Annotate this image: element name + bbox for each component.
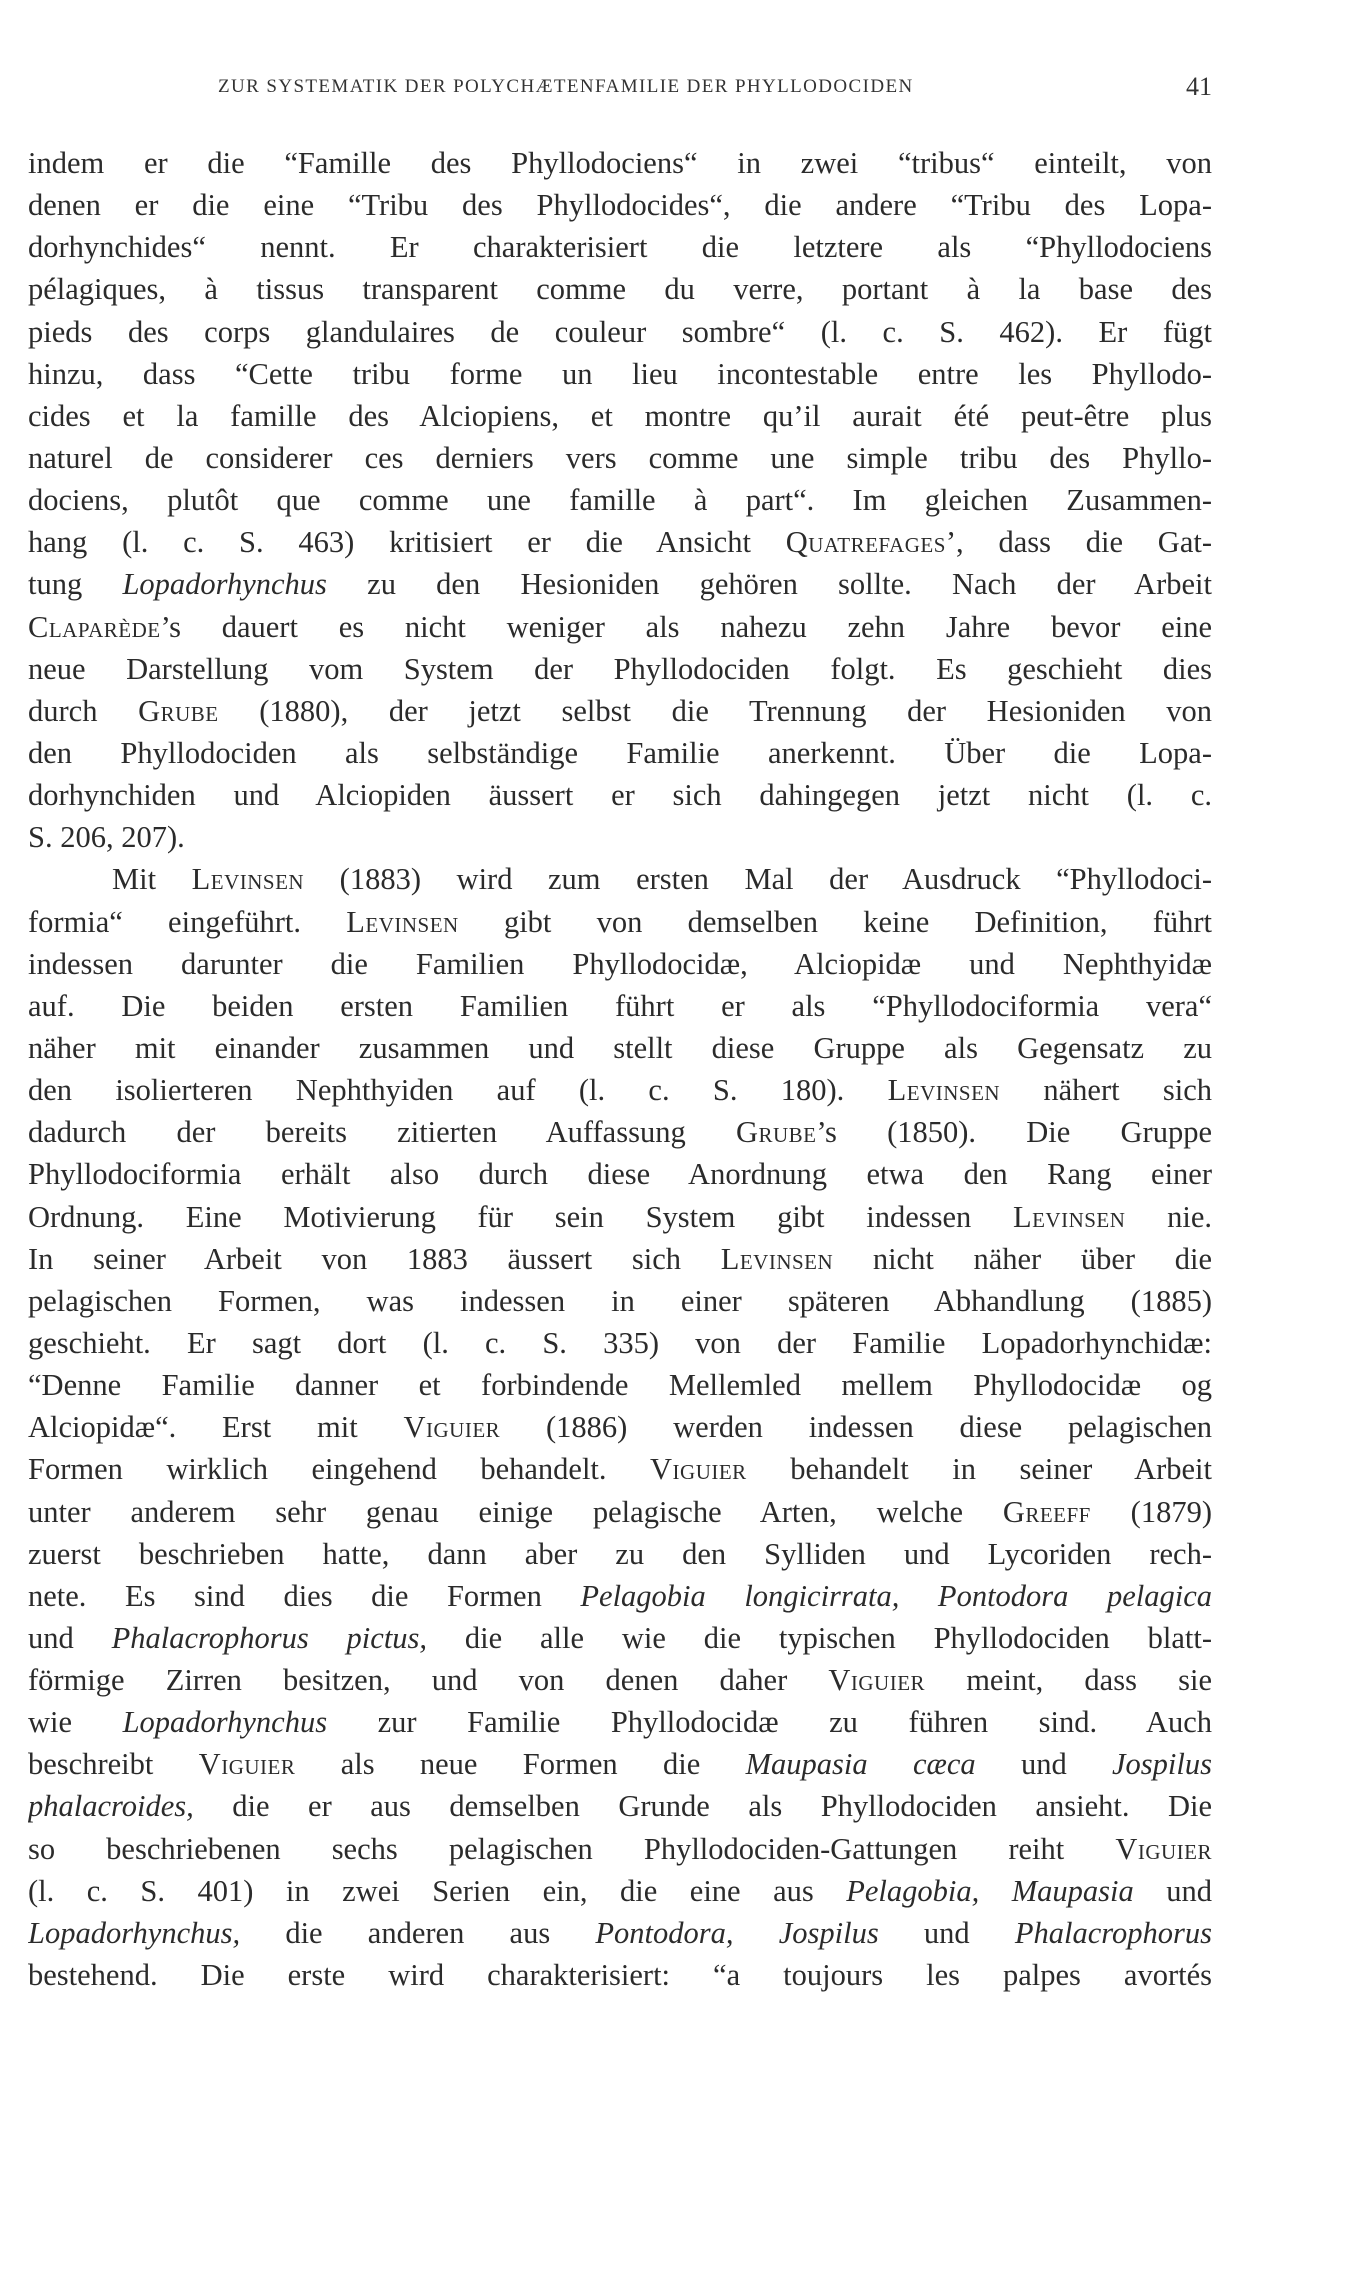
author-name: Quatrefages	[785, 525, 946, 560]
text-line	[28, 1701, 1212, 1743]
text-run: Formen wirklich eingehend behandelt.	[28, 1452, 651, 1487]
text-line	[28, 943, 1212, 985]
author-name: Viguier	[650, 1452, 747, 1487]
text-line	[28, 901, 1212, 943]
text-run: bestehend. Die erste wird charakterisiert: “a toujours les palpes avortés	[28, 1958, 1212, 1993]
text-run: und	[28, 1620, 112, 1655]
text-run: ’s (1850). Die Gruppe	[816, 1115, 1212, 1150]
author-name: Levinsen	[720, 1241, 834, 1276]
text-line	[28, 1828, 1212, 1870]
text-run: pélagiques, à tissus transparent comme du verre, portant à la base des	[28, 272, 1212, 307]
text-run: denen er die eine “Tribu des Phyllodocides“, die andere “Tribu des Lopa-	[28, 188, 1212, 223]
text-run: hang (l. c. S. 463) kritisiert er die Ansicht	[28, 525, 786, 560]
text-run: zur Familie Phyllodocidæ zu führen sind. Auch	[327, 1705, 1212, 1740]
author-name: Levinsen	[346, 904, 459, 939]
text-run: S. 206, 207).	[28, 820, 185, 855]
text-line	[28, 142, 1212, 184]
text-line	[28, 1406, 1212, 1448]
text-run: wie	[28, 1705, 123, 1740]
text-run: und	[1133, 1873, 1212, 1908]
text-run: neue Darstellung vom System der Phyllodociden folgt. Es geschieht dies	[28, 651, 1212, 686]
text-run: hinzu, dass “Cette tribu forme un lieu incontestable entre les Phyllodo-	[28, 356, 1212, 391]
text-line	[28, 226, 1212, 268]
text-line	[28, 1448, 1212, 1490]
text-run: ’s dauert es nicht weniger als nahezu zehn Jahre bevor eine	[160, 609, 1212, 644]
author-name: Levinsen	[1012, 1199, 1126, 1234]
text-run: ’, dass die Gat-	[945, 525, 1212, 560]
text-run: cides et la famille des Alciopiens, et montre qu’il aurait été peut-être plus	[28, 398, 1212, 433]
text-run: gibt von demselben keine Definition, führt	[458, 904, 1212, 939]
text-line	[28, 1153, 1212, 1195]
body-text	[28, 142, 1212, 1996]
text-run: formia“ eingeführt.	[28, 904, 347, 939]
author-name: Claparède	[28, 609, 161, 644]
text-line	[28, 774, 1212, 816]
running-title: ZUR SYSTEMATIK DER POLYCHÆTENFAMILIE DER PHYLLODOCIDEN	[218, 76, 914, 97]
text-line	[28, 311, 1212, 353]
text-run: tung	[28, 567, 123, 602]
author-name: Viguier	[403, 1410, 501, 1445]
text-run: (1883) wird zum ersten Mal der Ausdruck “Phyllodoci-	[304, 862, 1212, 897]
text-line	[28, 395, 1212, 437]
text-run: meint, dass sie	[925, 1663, 1212, 1698]
text-run: behandelt in seiner Arbeit	[746, 1452, 1212, 1487]
taxon-name: Phalacrophorus pictus,	[111, 1620, 428, 1655]
author-name: Grube	[735, 1115, 817, 1150]
taxon-name: Lopadorhynchus	[122, 567, 327, 602]
text-line	[28, 1322, 1212, 1364]
taxon-name: Pelagobia longicirrata, Pontodora pelagica	[580, 1578, 1212, 1613]
text-run: beschreibt	[28, 1747, 199, 1782]
text-line	[28, 563, 1212, 605]
text-run: die alle wie die typischen Phyllodociden blatt-	[427, 1620, 1212, 1655]
author-name: Viguier	[198, 1747, 296, 1782]
text-run: als neue Formen die	[295, 1747, 746, 1782]
text-line	[28, 1659, 1212, 1701]
text-line	[28, 690, 1212, 732]
text-run: dorhynchides“ nennt. Er charakterisiert die letztere als “Phyllodociens	[28, 230, 1212, 265]
text-run: zu den Hesioniden gehören sollte. Nach der Arbeit	[326, 567, 1212, 602]
text-run: naturel de considerer ces derniers vers comme une simple tribu des Phyllo-	[28, 440, 1212, 475]
text-run: (l. c. S. 401) in zwei Serien ein, die eine aus	[28, 1873, 847, 1908]
text-run: nie.	[1125, 1199, 1212, 1234]
text-line	[28, 1491, 1212, 1533]
text-run: (1879)	[1090, 1494, 1212, 1529]
text-run: und	[975, 1747, 1113, 1782]
taxon-name: Pontodora, Jospilus	[595, 1915, 879, 1950]
text-run: zuerst beschrieben hatte, dann aber zu den Sylliden und Lycoriden rech-	[28, 1536, 1212, 1571]
text-line	[28, 268, 1212, 310]
text-line	[28, 1743, 1212, 1785]
text-run: geschieht. Er sagt dort (l. c. S. 335) von der Familie Lopadorhynchidæ:	[28, 1325, 1212, 1360]
text-line	[28, 184, 1212, 226]
running-head	[28, 72, 1212, 102]
text-run: Mit	[112, 862, 192, 897]
text-run: Ordnung. Eine Motivierung für sein System gibt indessen	[28, 1199, 1013, 1234]
text-line	[28, 353, 1212, 395]
text-run: “Denne Familie danner et forbindende Mellemled mellem Phyllodocidæ og	[28, 1368, 1212, 1403]
text-run: pelagischen Formen, was indessen in einer späteren Abhandlung (1885)	[28, 1283, 1212, 1318]
author-name: Viguier	[828, 1663, 926, 1698]
text-run: die anderen aus	[240, 1915, 596, 1950]
author-name: Grube	[138, 693, 219, 728]
author-name: Levinsen	[191, 862, 305, 897]
text-line	[28, 1954, 1212, 1996]
taxon-name: Phalacrophorus	[1014, 1915, 1212, 1950]
text-run: förmige Zirren besitzen, und von denen daher	[28, 1663, 829, 1698]
text-line	[28, 732, 1212, 774]
text-run: durch	[28, 693, 139, 728]
text-line	[28, 437, 1212, 479]
text-run: den isolierteren Nephthyiden auf (l. c. S. 180).	[28, 1073, 888, 1108]
text-run: Phyllodociformia erhält also durch diese Anordnung etwa den Rang einer	[28, 1157, 1212, 1192]
text-line	[28, 648, 1212, 690]
text-line	[28, 1111, 1212, 1153]
text-run: den Phyllodociden als selbständige Familie anerkennt. Über die Lopa-	[28, 735, 1212, 770]
text-run: pieds des corps glandulaires de couleur sombre“ (l. c. S. 462). Er fügt	[28, 314, 1212, 349]
text-run: dociens, plutôt que comme une famille à part“. Im gleichen Zusammen-	[28, 483, 1212, 518]
text-line	[28, 1912, 1212, 1954]
text-line	[28, 1069, 1212, 1111]
text-run: nicht näher über die	[833, 1241, 1212, 1276]
text-run: unter anderem sehr genau einige pelagische Arten, welche	[28, 1494, 1003, 1529]
text-run: In seiner Arbeit von 1883 äussert sich	[28, 1241, 721, 1276]
text-line	[28, 985, 1212, 1027]
taxon-name: Pelagobia, Maupasia	[846, 1873, 1134, 1908]
author-name: Viguier	[1115, 1831, 1212, 1866]
text-line	[28, 858, 1212, 900]
text-run: näher mit einander zusammen und stellt diese Gruppe als Gegensatz zu	[28, 1030, 1212, 1065]
text-line	[28, 1533, 1212, 1575]
author-name: Greeff	[1002, 1494, 1091, 1529]
text-run: auf. Die beiden ersten Familien führt er als “Phyllodociformia vera“	[28, 988, 1212, 1023]
text-line	[28, 1575, 1212, 1617]
text-line	[28, 1196, 1212, 1238]
text-run: so beschriebenen sechs pelagischen Phyllodociden-Gattungen reiht	[28, 1831, 1116, 1866]
text-line	[28, 1870, 1212, 1912]
text-line	[28, 1364, 1212, 1406]
text-line	[28, 1238, 1212, 1280]
text-run: (1886) werden indessen diese pelagischen	[500, 1410, 1212, 1445]
text-run: indessen darunter die Familien Phyllodocidæ, Alciopidæ und Nephthyidæ	[28, 946, 1212, 981]
text-line	[28, 479, 1212, 521]
taxon-name: phalacroides,	[28, 1789, 194, 1824]
text-run: und	[878, 1915, 1015, 1950]
author-name: Levinsen	[887, 1073, 1001, 1108]
text-line	[28, 1617, 1212, 1659]
page-number: 41	[1186, 72, 1212, 101]
text-line	[28, 1280, 1212, 1322]
text-line	[28, 816, 1212, 858]
text-line	[28, 1027, 1212, 1069]
text-run: (1880), der jetzt selbst die Trennung der Hesioniden von	[218, 693, 1212, 728]
taxon-name: Lopadorhynchus	[122, 1705, 328, 1740]
taxon-name: Maupasia cæca	[745, 1747, 976, 1782]
text-run: nähert sich	[1000, 1073, 1212, 1108]
text-run: indem er die “Famille des Phyllodociens“ in zwei “tribus“ einteilt, von	[28, 146, 1212, 180]
taxon-name: Lopadorhynchus,	[28, 1915, 241, 1950]
text-run: die er aus demselben Grunde als Phyllodociden ansieht. Die	[193, 1789, 1212, 1824]
text-run: nete. Es sind dies die Formen	[28, 1578, 581, 1613]
text-run: Alciopidæ“. Erst mit	[28, 1410, 404, 1445]
text-line	[28, 521, 1212, 563]
text-run: dadurch der bereits zitierten Auffassung	[28, 1115, 736, 1150]
text-line	[28, 606, 1212, 648]
taxon-name: Jospilus	[1112, 1747, 1212, 1782]
text-run: dorhynchiden und Alciopiden äussert er sich dahingegen jetzt nicht (l. c.	[28, 778, 1212, 813]
text-line	[28, 1785, 1212, 1827]
